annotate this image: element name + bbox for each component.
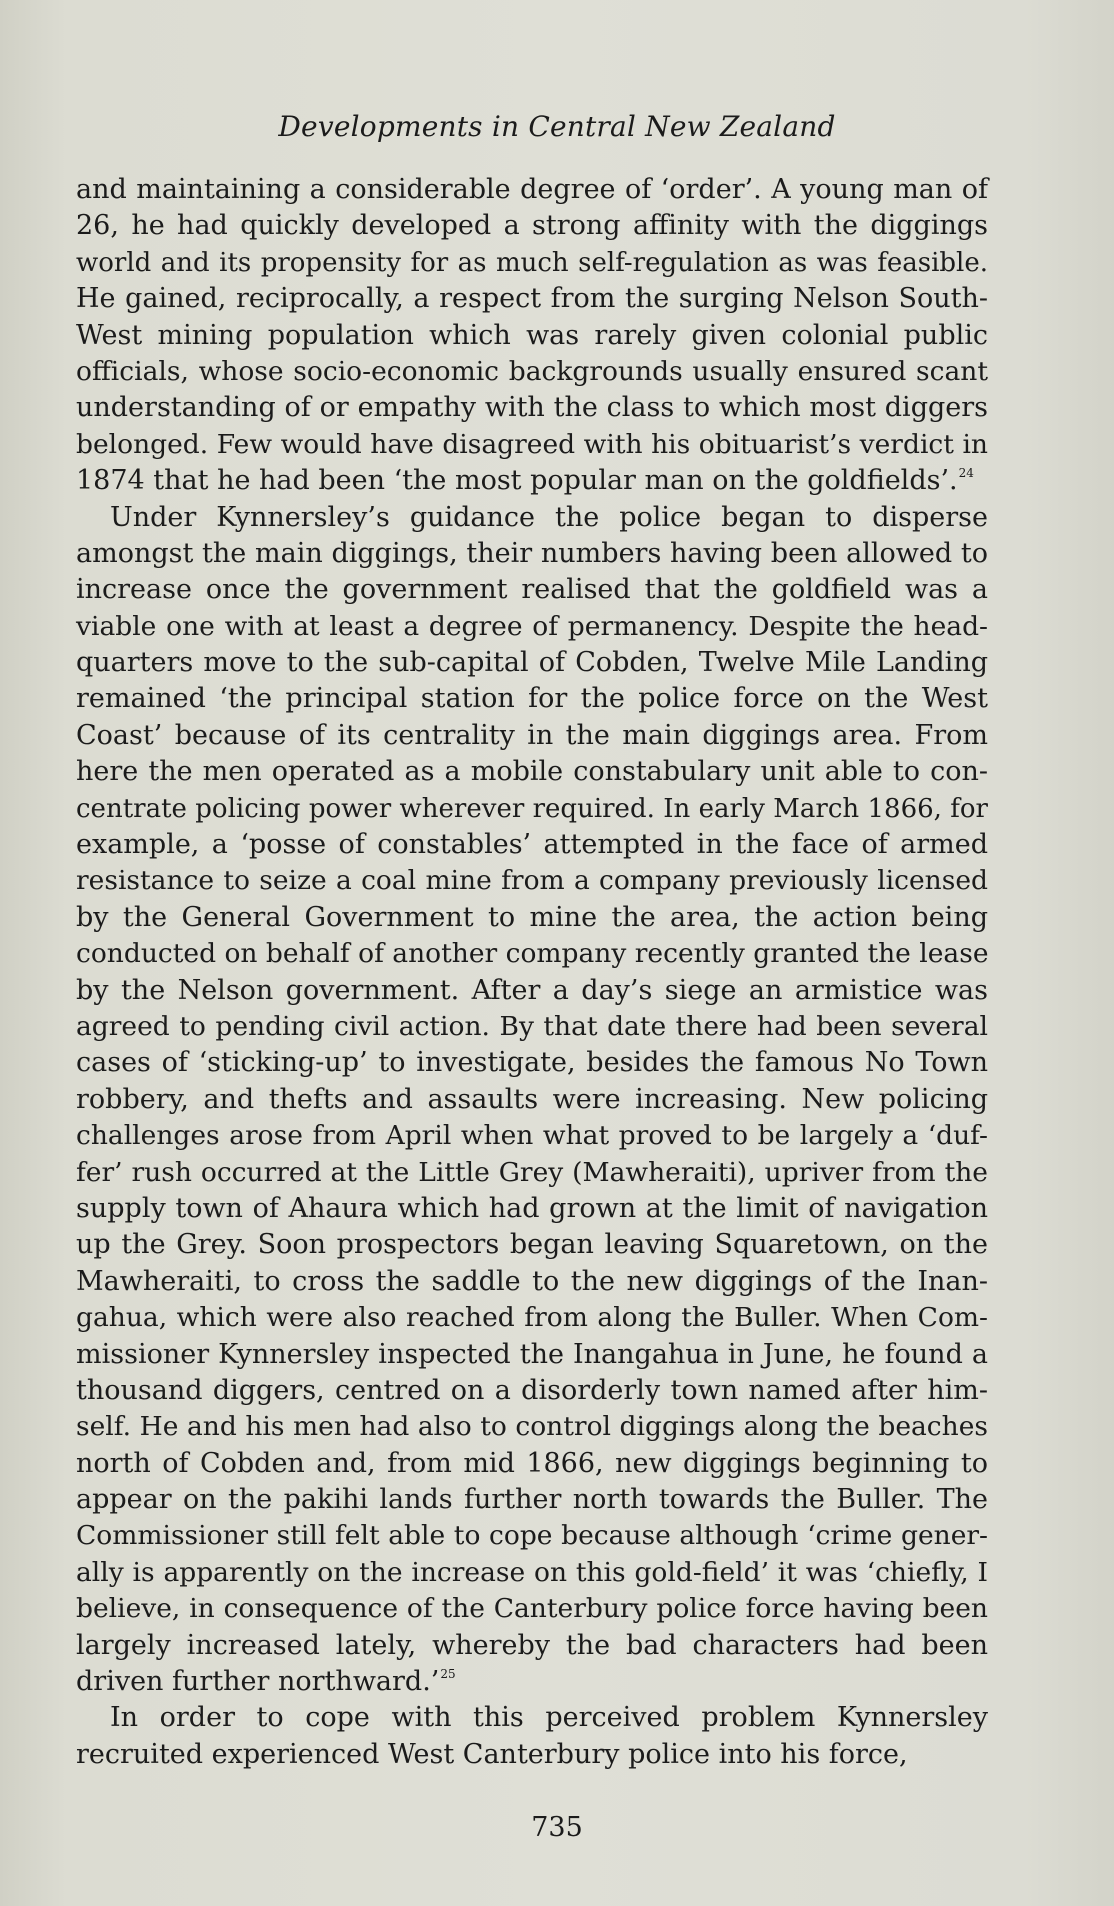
text-line bbox=[76, 1264, 988, 1300]
line-text: resistance to seize a coal mine from a company previously licensed bbox=[76, 865, 988, 897]
line-text: and maintaining a considerable degree of ‘order’. A young man of bbox=[76, 174, 988, 205]
text-line bbox=[76, 1227, 988, 1263]
line-text: Mawheraiti, to cross the saddle to the new diggings of the Inan- bbox=[76, 1265, 988, 1297]
line-text: largely increased lately, whereby the bad characters had been bbox=[76, 1629, 988, 1661]
text-line bbox=[76, 536, 988, 572]
text-line bbox=[76, 1337, 988, 1373]
text-line bbox=[76, 645, 988, 681]
line-text: recruited experienced West Canterbury police into his force, bbox=[76, 1738, 908, 1770]
text-line bbox=[76, 936, 988, 972]
line-text: quarters move to the sub-capital of Cobden, Twelve Mile Landing bbox=[76, 647, 988, 679]
line-text: supply town of Ahaura which had grown at the limit of navigation bbox=[76, 1192, 988, 1224]
text-line bbox=[76, 1082, 988, 1118]
line-text: by the General Government to mine the area, the action being bbox=[76, 901, 988, 933]
line-text: missioner Kynnersley inspected the Inangahua in June, he found a bbox=[76, 1338, 988, 1370]
running-head: Developments in Central New Zealand bbox=[278, 110, 836, 143]
line-text: gahua, which were also reached from along the Buller. When Com- bbox=[76, 1302, 988, 1334]
text-line bbox=[76, 681, 988, 717]
line-text: West mining population which was rarely given colonial public bbox=[76, 319, 988, 351]
text-line bbox=[76, 572, 988, 608]
line-text: conducted on behalf of another company recently granted the lease bbox=[76, 938, 989, 970]
line-text: remained ‘the principal station for the police force on the West bbox=[76, 683, 988, 715]
text-line bbox=[76, 791, 988, 827]
line-text: robbery, and thefts and assaults were increasing. New policing bbox=[76, 1083, 988, 1115]
paragraph bbox=[76, 500, 988, 1701]
line-text: 1874 that he had been ‘the most popular man on the goldfields’. bbox=[76, 465, 958, 497]
line-text: self. He and his men had also to control diggings along the beaches bbox=[76, 1411, 988, 1443]
line-text: by the Nelson government. After a day’s siege an armistice was bbox=[76, 974, 988, 1006]
text-line bbox=[76, 754, 988, 790]
text-line bbox=[76, 500, 988, 536]
text-line bbox=[76, 281, 988, 317]
footnote-ref: 24 bbox=[958, 466, 974, 481]
line-text: belonged. Few would have disagreed with his obituarist’s verdict in bbox=[76, 428, 988, 460]
line-text: viable one with at least a degree of permanency. Despite the head- bbox=[76, 610, 988, 642]
text-line bbox=[76, 1118, 988, 1154]
line-text: He gained, reciprocally, a respect from the surging Nelson South- bbox=[76, 283, 988, 315]
line-text: officials, whose socio-economic backgrounds usually ensured scant bbox=[76, 355, 988, 387]
text-line bbox=[76, 900, 988, 936]
text-line bbox=[76, 1518, 988, 1554]
text-line bbox=[76, 1700, 988, 1736]
text-line bbox=[76, 1045, 988, 1081]
line-text: thousand diggers, centred on a disorderly town named after him- bbox=[76, 1374, 988, 1406]
line-text: Commissioner still felt able to cope because although ‘crime gener- bbox=[76, 1520, 988, 1552]
text-line bbox=[76, 1664, 988, 1700]
body-text bbox=[76, 172, 988, 1773]
paragraph bbox=[76, 1700, 988, 1773]
text-line bbox=[76, 1555, 988, 1591]
text-line bbox=[76, 1446, 988, 1482]
text-line bbox=[76, 427, 988, 463]
text-line bbox=[76, 1373, 988, 1409]
line-text: believe, in consequence of the Canterbury police force having been bbox=[76, 1593, 988, 1625]
text-line bbox=[76, 827, 988, 863]
text-line bbox=[76, 1737, 988, 1773]
text-line bbox=[76, 609, 988, 645]
line-text: ally is apparently on the increase on this gold-field’ it was ‘chiefly, I bbox=[76, 1556, 988, 1588]
line-text: In order to cope with this perceived problem Kynnersley bbox=[110, 1702, 988, 1734]
text-line bbox=[76, 1591, 988, 1627]
line-text: cases of ‘sticking-up’ to investigate, besides the famous No Town bbox=[76, 1047, 988, 1079]
line-text: fer’ rush occurred at the Little Grey (Mawheraiti), upriver from the bbox=[76, 1156, 988, 1188]
line-text: example, a ‘posse of constables’ attempted in the face of armed bbox=[76, 829, 988, 861]
text-line bbox=[76, 1300, 988, 1336]
line-text: agreed to pending civil action. By that date there had been several bbox=[76, 1010, 988, 1042]
line-text: centrate policing power wherever required. In early March 1866, for bbox=[76, 793, 988, 824]
text-line bbox=[76, 208, 988, 244]
line-text: 26, he had quickly developed a strong affinity with the diggings bbox=[76, 210, 988, 242]
text-line bbox=[76, 1409, 988, 1445]
line-text: here the men operated as a mobile constabulary unit able to con- bbox=[76, 756, 988, 788]
text-line bbox=[76, 863, 988, 899]
text-line bbox=[76, 463, 988, 499]
line-text: Under Kynnersley’s guidance the police began to disperse bbox=[110, 501, 988, 533]
text-line bbox=[76, 1191, 988, 1227]
text-line bbox=[76, 390, 988, 426]
text-line bbox=[76, 973, 988, 1009]
text-line bbox=[76, 354, 988, 390]
text-line bbox=[76, 1628, 988, 1664]
line-text: increase once the government realised that the goldfield was a bbox=[76, 574, 988, 606]
paragraph bbox=[76, 172, 988, 500]
page-number: 735 bbox=[531, 1812, 583, 1843]
line-text: north of Cobden and, from mid 1866, new diggings beginning to bbox=[76, 1447, 988, 1479]
text-line bbox=[76, 718, 988, 754]
text-line bbox=[76, 1155, 988, 1191]
line-text: Coast’ because of its centrality in the main diggings area. From bbox=[76, 719, 988, 751]
text-line bbox=[76, 1009, 988, 1045]
line-text: understanding of or empathy with the class to which most diggers bbox=[76, 392, 988, 424]
text-line bbox=[76, 318, 988, 354]
line-text: world and its propensity for as much self-regulation as was feasible. bbox=[76, 247, 988, 278]
footnote-ref: 25 bbox=[440, 1667, 456, 1682]
text-line bbox=[76, 1482, 988, 1518]
line-text: amongst the main diggings, their numbers having been allowed to bbox=[76, 537, 988, 569]
line-text: driven further northward.’ bbox=[76, 1666, 440, 1698]
line-text: challenges arose from April when what proved to be largely a ‘duf- bbox=[76, 1120, 988, 1152]
line-text: appear on the pakihi lands further north towards the Buller. The bbox=[76, 1484, 988, 1516]
text-line bbox=[76, 245, 988, 281]
line-text: up the Grey. Soon prospectors began leaving Squaretown, on the bbox=[76, 1229, 988, 1261]
text-line bbox=[76, 172, 988, 208]
